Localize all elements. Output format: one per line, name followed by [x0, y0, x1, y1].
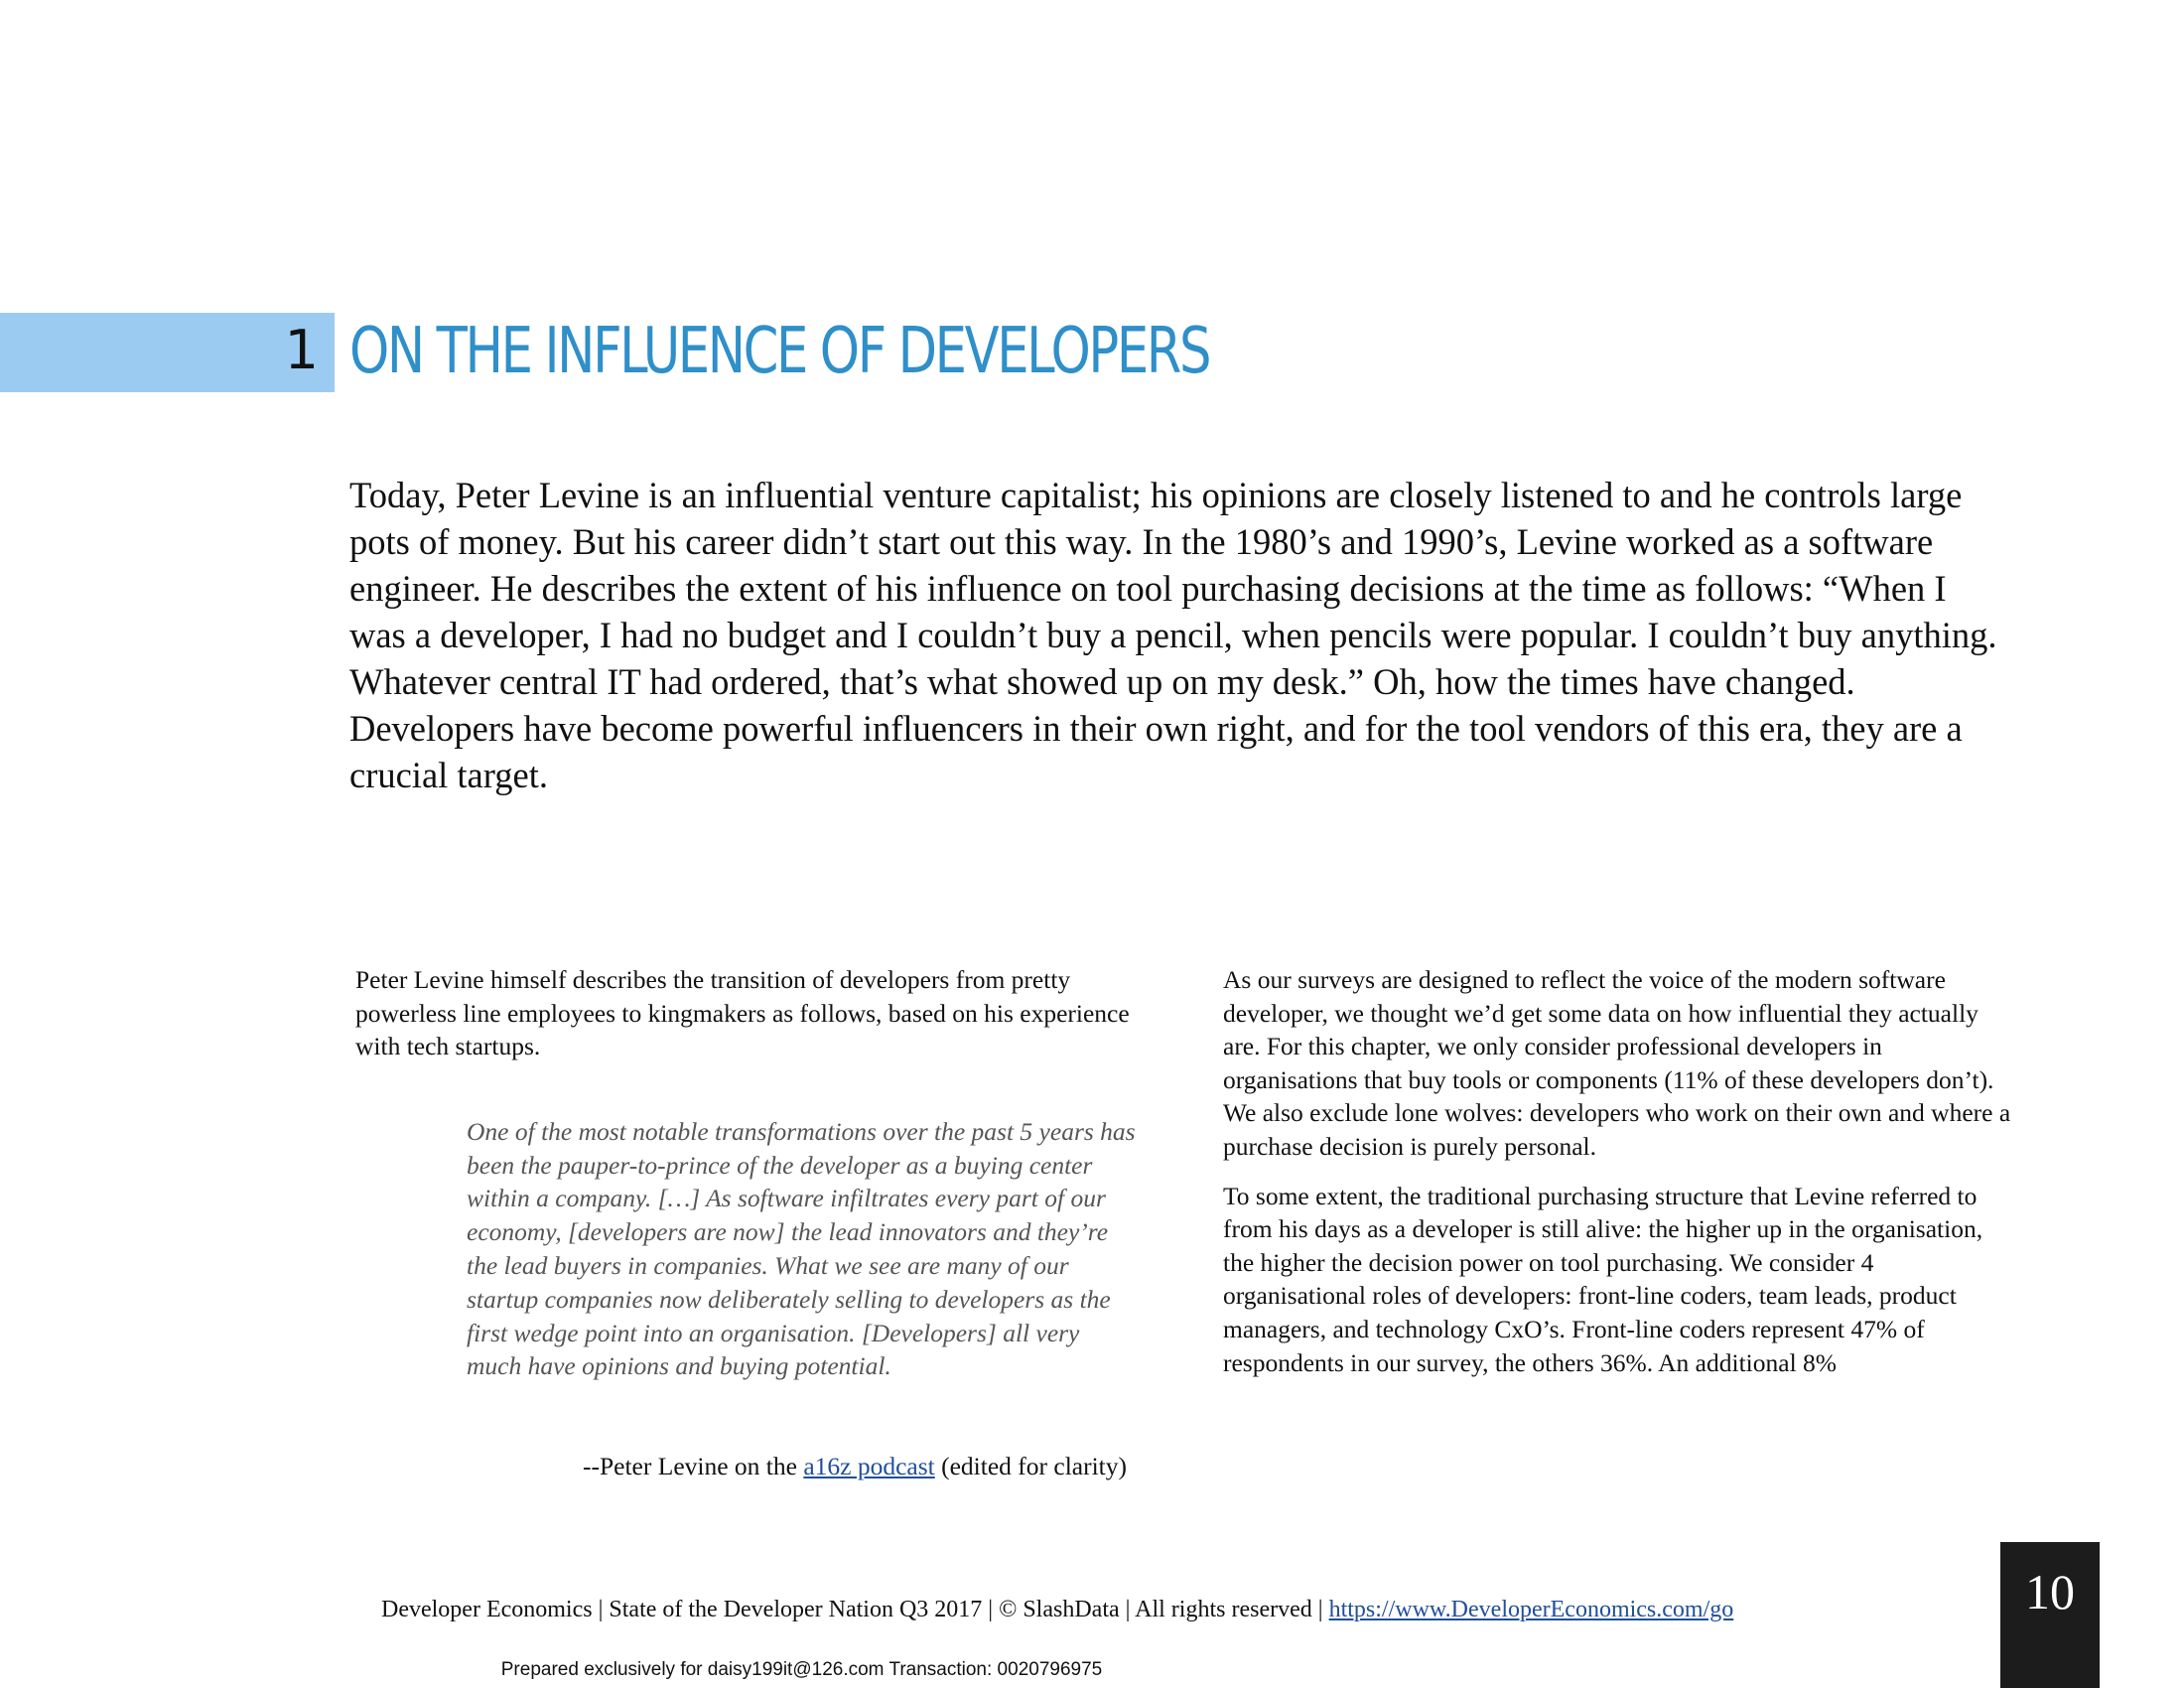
- developer-economics-link[interactable]: https://www.DeveloperEconomics.com/go: [1328, 1597, 1734, 1622]
- right-paragraph-2: To some extent, the traditional purchasing structure that Levine referred to from his days as a developer is still alive: the higher up in the organisation, the higher the decision power on tool purchasing. We consider 4 organisational roles of developers: front-line coders, team leads, product managers, and technology CxO’s. Front-line coders represent 47% of respondents in our survey, the others 36%. An additional 8%: [1223, 1181, 1983, 1377]
- a16z-podcast-link[interactable]: a16z podcast: [803, 1452, 935, 1480]
- footer-text: Developer Economics | State of the Developer Nation Q3 2017 | © SlashData | All rights reserved |: [381, 1597, 1329, 1622]
- attribution-prefix: --Peter Levine on the: [582, 1452, 804, 1480]
- page-footer: [381, 1594, 1733, 1625]
- left-column: [355, 963, 1140, 1383]
- prepared-for-notice: Prepared exclusively for daisy199it@126.com Transaction: 0020796975: [500, 1659, 1103, 1680]
- chapter-title: ON THE INFLUENCE OF DEVELOPERS: [349, 315, 1210, 388]
- right-paragraph-1: As our surveys are designed to reflect the voice of the modern software developer, we thought we’d get some data on how influential they actually are. For this chapter, we only consider professional developers in organisations that buy tools or components (11% of these developers don’t). We also exclude lone wolves: developers who work on their own and where a purchase decision is purely personal.: [1223, 965, 2011, 1161]
- chapter-number-band: [0, 313, 335, 392]
- pull-quote: One of the most notable transformations over the past 5 years has been the pauper-to-prince of the developer as a buying center within a company. […] As software infiltrates every part of our economy, [developers are now] the lead innovators and they’re the lead buyers in companies. What we see are many of our startup companies now deliberately selling to developers as the first wedge point into an organisation. [Developers] all very much have opinions and buying potential.: [467, 1116, 1136, 1381]
- attribution-suffix: (edited for clarity): [934, 1452, 1127, 1480]
- page-number: 10: [2025, 1564, 2075, 1619]
- intro-paragraph: Today, Peter Levine is an influential venture capitalist; his opinions are closely listened to and he controls large pots of money. But his career didn’t start out this way. In the 1980’s and 1990’s, Levine worked as a software engineer. He describes the extent of his influence on tool purchasing decisions at the time as follows: “When I was a developer, I had no budget and I couldn’t buy a pencil, when pencils were popular. I couldn’t buy anything. Whatever central IT had ordered, that’s what showed up on my desk.” Oh, how the times have changed. Developers have become powerful influencers in their own right, and for the tool vendors of this era, they are a crucial target.: [349, 475, 1997, 795]
- chapter-number: 1: [284, 319, 319, 381]
- quote-attribution: [583, 1450, 1127, 1483]
- left-paragraph: Peter Levine himself describes the transition of developers from pretty powerless line employees to kingmakers as follows, based on his experience with tech startups.: [355, 965, 1130, 1061]
- right-column: [1223, 963, 2012, 1395]
